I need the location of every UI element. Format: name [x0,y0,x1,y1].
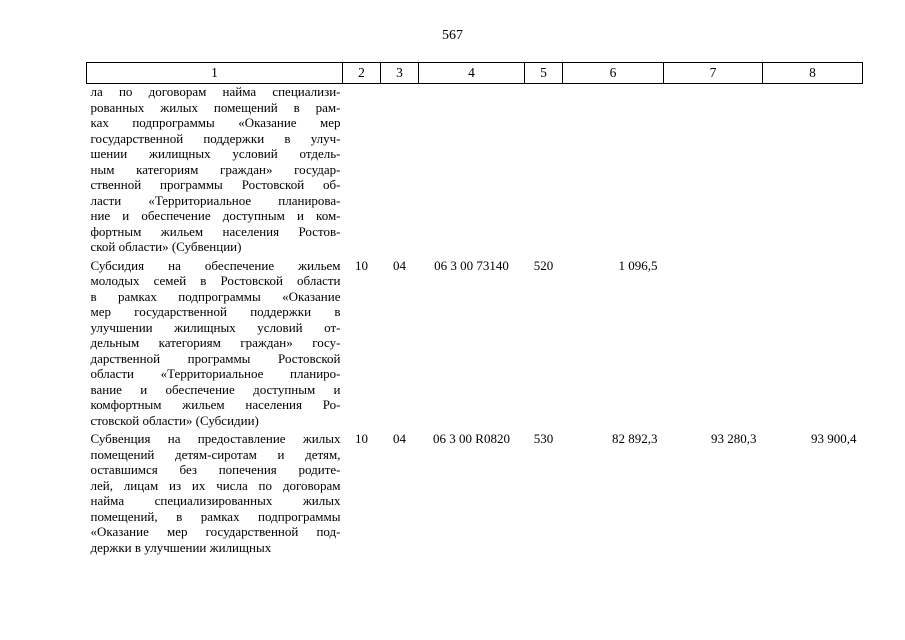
section-code: 10 [355,257,368,273]
row-description [87,258,343,432]
description-line: комфортным жильем населения Ро- [90,397,341,412]
page-number: 567 [442,28,463,43]
description-line: рованных жилых помещений в рам- [90,99,341,115]
target-article-code: 06 3 00 R0820 [433,431,510,446]
description-line: лей, лицам из их числа по договорам [90,477,341,493]
amount-year-3 [763,258,863,432]
description-line: государственной поддержки в улуч- [90,130,341,146]
col-header-5: 5 [525,63,563,84]
description-line: ственной программы Ростовской об- [90,177,341,192]
col-header-1: 1 [87,63,343,84]
description-line: вание и обеспечение доступным и [90,381,341,397]
description-line: ным категориям граждан» государ- [90,161,341,177]
description-line: ла по договорам найма специализи- [90,84,341,99]
description-line: «Оказание мер государственной под- [90,524,341,539]
amount-year-3: 93 900,4 [811,431,857,446]
description-line: шении жилищных условий отдель- [90,146,341,161]
description-line: Субсидия на обеспечение жильем [90,257,341,273]
description-line: фортным жильем населения Ростов- [90,223,341,239]
table-row [87,84,863,258]
description-line: мер государственной поддержки в [90,304,341,319]
col-header-7: 7 [664,63,763,84]
expense-type-code [525,84,563,258]
section-code: 10 [355,431,368,446]
description-line: помещений детям-сиротам и детям, [90,446,341,462]
subsection-code [381,84,419,258]
description-line: улучшении жилищных условий от- [90,319,341,335]
amount-year-2: 93 280,3 [711,431,757,446]
amount-year-3 [763,84,863,258]
description-line: ской области» (Субвенции) [90,239,242,254]
section-code [343,84,381,258]
header-row [87,63,863,84]
col-header-8: 8 [763,63,863,84]
amount-year-2 [664,84,763,258]
description-line: Субвенция на предоставление жилых [90,431,341,446]
expense-type-code: 530 [533,431,554,446]
table-row [87,258,863,432]
description-line: стовской области» (Субсидии) [90,412,259,428]
target-article-code [419,84,525,258]
budget-table [86,62,863,558]
row-description [87,84,343,258]
description-line: области «Территориальное планиро- [90,366,341,381]
amount-year-1: 82 892,3 [612,431,658,446]
description-line: ние и обеспечение доступным и ком- [90,208,341,223]
col-header-2: 2 [343,63,381,84]
amount-year-1 [563,84,664,258]
description-line: помещений, в рамках подпрограммы [90,508,341,524]
col-header-3: 3 [381,63,419,84]
description-line: дельным категориям граждан» госу- [90,335,341,350]
description-line: в рамках подпрограммы «Оказание [90,288,341,304]
target-article-code: 06 3 00 73140 [434,257,509,273]
table-row [87,431,863,558]
col-header-4: 4 [419,63,525,84]
subsection-code: 04 [393,257,406,273]
description-line: дарственной программы Ростовской [90,350,341,366]
amount-year-1: 1 096,5 [618,257,658,273]
expense-type-code: 520 [533,257,554,273]
description-line: ках подпрограммы «Оказание мер [90,115,341,130]
col-header-6: 6 [563,63,664,84]
description-line: держки в улучшении жилищных [90,539,272,555]
description-line: ласти «Территориальное планирова- [90,192,341,208]
amount-year-2 [664,258,763,432]
subsection-code: 04 [393,431,406,446]
description-line: найма специализированных жилых [90,493,341,508]
row-description [87,431,343,558]
description-line: оставшимся без попечения родите- [90,462,341,477]
description-line: молодых семей в Ростовской области [90,273,341,288]
